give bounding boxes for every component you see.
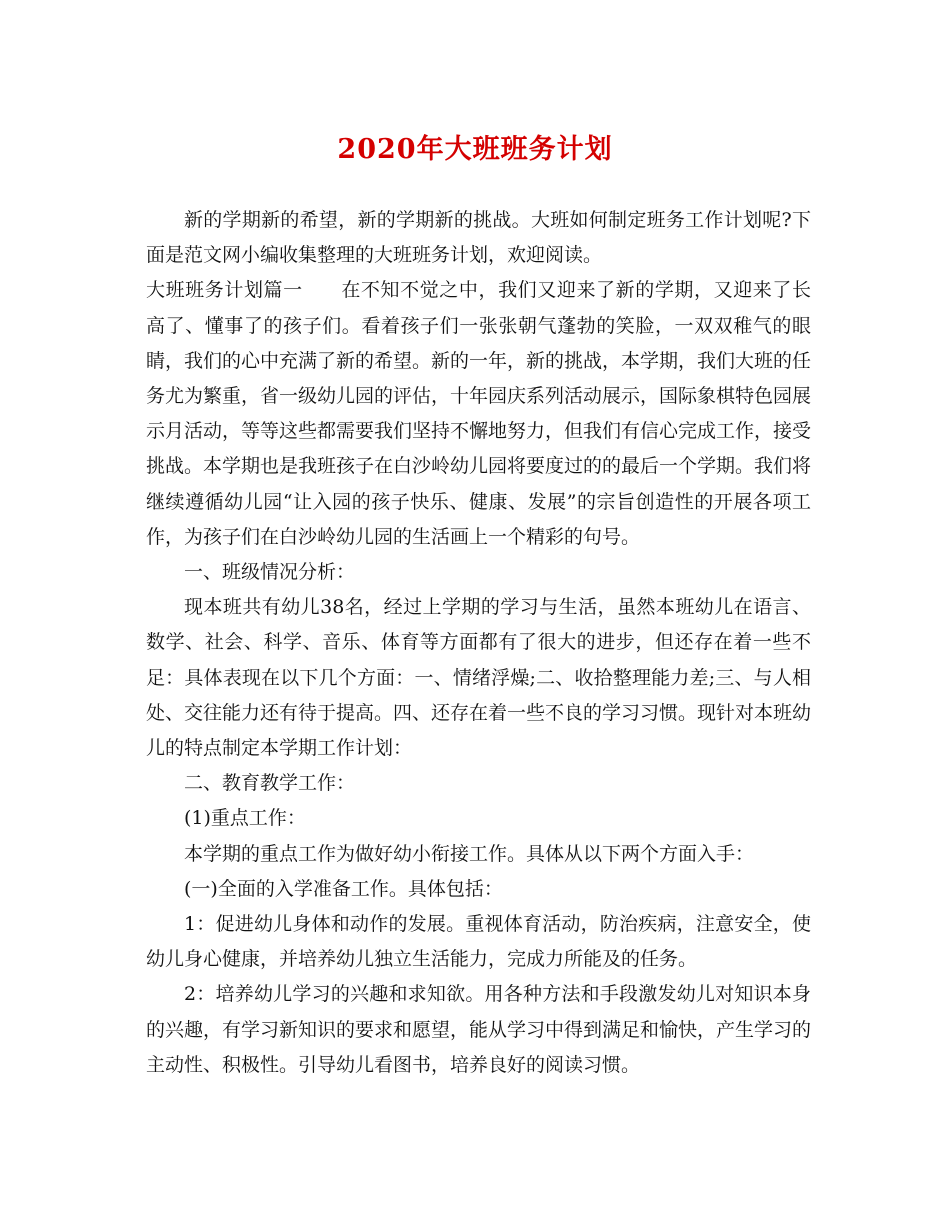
item-2-paragraph: 2：培养幼儿学习的兴趣和求知欲。用各种方法和手段激发幼儿对知识本身的兴趣，有学习新知识的要求和愿望，能从学习中得到满足和愉快，产生学习的主动性、积极性。引导幼儿看图书，培养良好的阅读习惯。 (146, 983, 812, 1076)
class-analysis-paragraph: 现本班共有幼儿38名，经过上学期的学习与生活，虽然本班幼儿在语言、数学、社会、科学、音乐、体育等方面都有了很大的进步，但还存在着一些不足：具体表现在以下几个方面：一、情绪浮燥;二、收拾整理能力差;三、与人相处、交往能力还有待于提高。四、还存在着一些不良的学习习惯。现针对本班幼儿的特点制定本学期工作计划： (146, 596, 812, 760)
section-text: 在不知不觉之中，我们又迎来了新的学期，又迎来了长高了、懂事了的孩子们。看着孩子们一张张朝气蓬勃的笑脸，一双双稚气的眼睛，我们的心中充满了新的希望。新的一年，新的挑战，本学期，我们大班的任务尤为繁重，省一级幼儿园的评估，十年园庆系列活动展示，国际象棋特色园展示月活动，等等这些都需要我们坚持不懈地努力，但我们有信心完成工作，接受挑战。本学期也是我班孩子在白沙岭幼儿园将要度过的的最后一个学期。我们将继续遵循幼儿园“让入园的孩子快乐、健康、发展”的宗旨创造性的开展各项工作，为孩子们在白沙岭幼儿园的生活画上一个精彩的句号。 (146, 279, 812, 548)
preparation-heading: (一)全面的入学准备工作。具体包括： (184, 877, 503, 900)
document-title: 2020年大班班务计划 (337, 134, 613, 165)
document-body (146, 203, 811, 1083)
key-work-heading: (1)重点工作： (184, 807, 306, 830)
education-heading: 二、教育教学工作： (184, 772, 356, 795)
class-analysis-heading: 一、班级情况分析： (184, 561, 356, 584)
section-heading: 大班班务计划篇一 (146, 279, 303, 302)
item-1-paragraph: 1：促进幼儿身体和动作的发展。重视体育活动，防治疾病，注意安全，使幼儿身心健康，并培养幼儿独立生活能力，完成力所能及的任务。 (146, 913, 811, 971)
key-work-paragraph: 本学期的重点工作为做好幼小衔接工作。具体从以下两个方面入手： (184, 842, 755, 865)
section-paragraph (146, 273, 811, 555)
intro-paragraph: 新的学期新的希望，新的学期新的挑战。大班如何制定班务工作计划呢?下面是范文网小编收集整理的大班班务计划，欢迎阅读。 (146, 209, 811, 267)
